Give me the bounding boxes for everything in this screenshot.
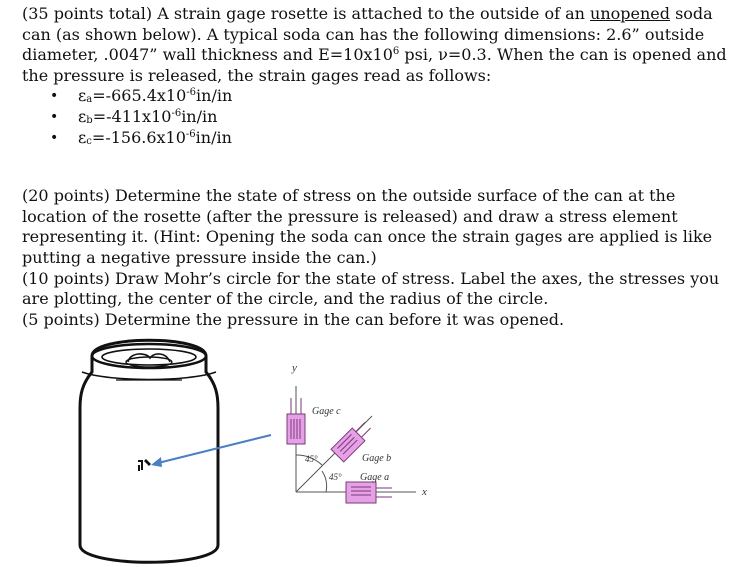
strain-exp: -6 xyxy=(185,128,196,140)
strain-value: =-156.6x10 xyxy=(91,127,186,147)
strain-sub: b xyxy=(86,114,93,126)
gage-a-label: Gage a xyxy=(360,472,390,483)
intro-exponent: 6 xyxy=(392,46,400,58)
strain-exp: -6 xyxy=(171,107,182,119)
strain-symbol: ε xyxy=(78,127,87,147)
y-axis-label: y xyxy=(292,362,297,374)
strain-symbol: ε xyxy=(78,106,87,126)
strain-unit: in/in xyxy=(196,86,233,106)
strain-sub: c xyxy=(86,135,92,147)
strain-unit: in/in xyxy=(181,106,218,126)
intro-rest: soda can (as shown below). A typical soda can has the following dimensions: 2.6” outside diameter, .0047” wall thickness and E=10x10 xyxy=(22,4,713,65)
x-axis-label: x xyxy=(422,486,427,498)
strain-sub: a xyxy=(86,94,93,106)
question-2: (10 points) Draw Mohr’s circle for the state of stress. Label the axes, the stresses you are plotting, the center of the circle, and the radius of the circle. xyxy=(22,268,720,309)
gage-c-label: Gage c xyxy=(312,406,341,417)
intro-underlined: unopened xyxy=(590,4,670,23)
intro-tail: psi, ν=0.3. When the can is opened and the pressure is released, the strain gages read as follows: xyxy=(22,45,727,85)
strain-symbol: ε xyxy=(78,86,87,106)
intro-lead: (35 points total) A strain gage rosette is attached to the outside of an xyxy=(22,4,591,23)
gage-b-label: Gage b xyxy=(362,453,392,464)
question-3: (5 points) Determine the pressure in the can before it was opened. xyxy=(22,309,565,329)
strain-value: =-411x10 xyxy=(92,106,172,126)
question-1: (20 points) Determine the state of stress on the outside surface of the can at the location of the rosette (after the pressure is released) and draw a stress element representing it. (Hint: Opening the soda can once the strain gages are applied is like putting a negative pressure inside the can.) xyxy=(22,186,713,267)
angle-label-upper: 45° xyxy=(305,454,318,464)
strain-exp: -6 xyxy=(186,87,197,99)
angle-label-lower: 45° xyxy=(329,472,342,482)
strain-value: =-665.4x10 xyxy=(92,86,187,106)
strain-unit: in/in xyxy=(195,127,232,147)
soda-can xyxy=(80,340,218,562)
